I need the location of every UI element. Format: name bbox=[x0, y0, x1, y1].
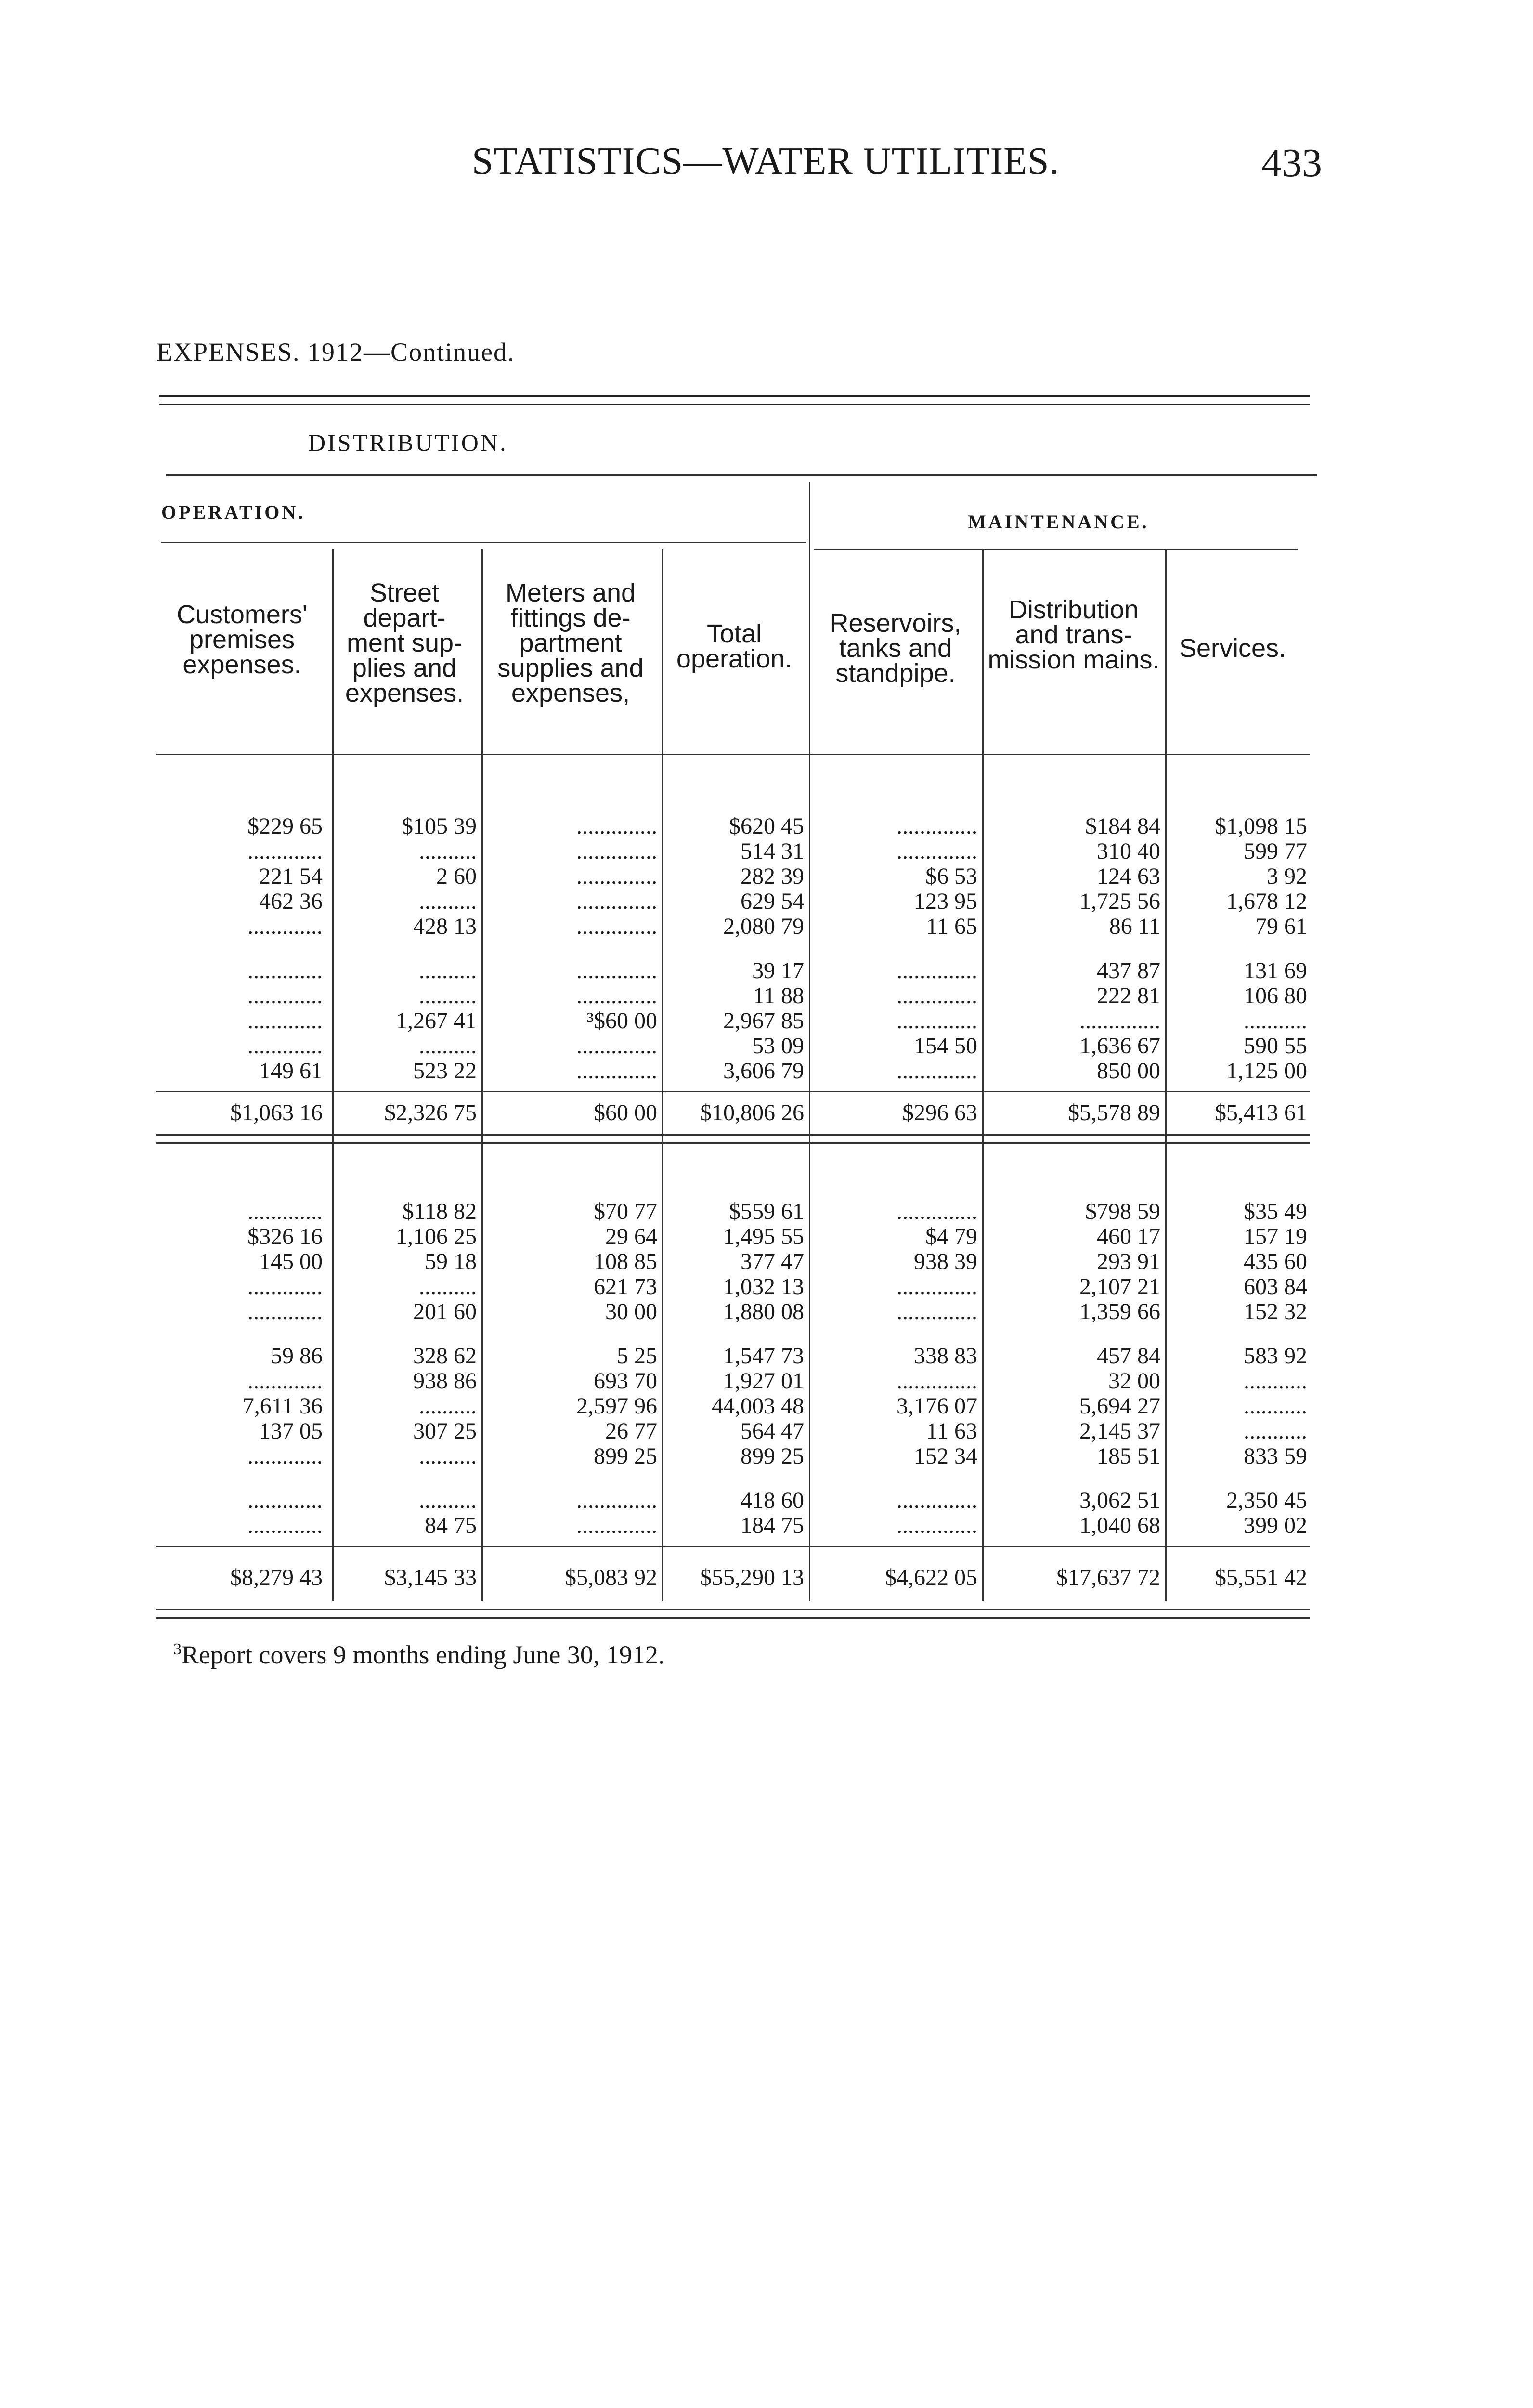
table-cell: 328 62 bbox=[413, 1343, 477, 1369]
total-cell: $5,083 92 bbox=[565, 1565, 657, 1590]
table-cell: .......... bbox=[419, 958, 477, 983]
table-cell: .............. bbox=[896, 958, 977, 983]
table-cell: ............. bbox=[247, 1513, 323, 1538]
table-cell: 152 32 bbox=[1244, 1299, 1307, 1324]
table-cell: 629 54 bbox=[741, 889, 804, 914]
table-cell: 5 25 bbox=[617, 1343, 657, 1369]
table-cell: ............. bbox=[247, 1368, 323, 1394]
col-sep-1 bbox=[332, 549, 334, 1601]
subtotal-rule-2 bbox=[156, 1546, 1310, 1547]
table-cell: 184 75 bbox=[741, 1513, 804, 1538]
table-cell: .............. bbox=[896, 1368, 977, 1394]
table-cell: .............. bbox=[896, 1274, 977, 1299]
table-cell: 152 34 bbox=[914, 1443, 977, 1469]
table-cell: 1,880 08 bbox=[723, 1299, 804, 1324]
block-rule-1b bbox=[156, 1142, 1310, 1144]
table-cell: .............. bbox=[576, 1033, 657, 1059]
table-cell: .............. bbox=[896, 1488, 977, 1513]
table-cell: $4 79 bbox=[925, 1224, 977, 1249]
table-cell: 11 63 bbox=[926, 1418, 977, 1444]
table-cell: .............. bbox=[576, 864, 657, 889]
col-services: Services. bbox=[1179, 634, 1286, 663]
table-cell: .............. bbox=[576, 889, 657, 914]
table-cell: 1,032 13 bbox=[723, 1274, 804, 1299]
table-cell: .......... bbox=[419, 983, 477, 1008]
table-cell: $559 61 bbox=[729, 1199, 804, 1224]
col-customers-premises: Customers' premises expenses. bbox=[176, 600, 308, 679]
table-cell: .............. bbox=[896, 1513, 977, 1538]
total-cell: $4,622 05 bbox=[885, 1565, 977, 1590]
table-cell: .............. bbox=[576, 914, 657, 939]
col-sep-6 bbox=[1165, 549, 1167, 1601]
table-cell: 44,003 48 bbox=[712, 1393, 804, 1419]
table-cell: 29 64 bbox=[605, 1224, 657, 1249]
table-cell: 1,927 01 bbox=[723, 1368, 804, 1394]
table-cell: 201 60 bbox=[413, 1299, 477, 1324]
table-cell: .......... bbox=[419, 1274, 477, 1299]
table-cell: 145 00 bbox=[259, 1249, 323, 1274]
double-rule-top-2 bbox=[159, 404, 1310, 405]
operation-rule bbox=[161, 542, 806, 543]
bottom-rule-a bbox=[156, 1609, 1310, 1610]
table-cell: $105 39 bbox=[402, 813, 477, 839]
footnote-mark: 3 bbox=[173, 1640, 182, 1658]
table-cell: ............. bbox=[247, 1443, 323, 1469]
table-cell: ........... bbox=[1244, 1008, 1307, 1034]
table-cell: 1,547 73 bbox=[723, 1343, 804, 1369]
col-meters-fittings: Meters and fittings de- partment supplies and expenses, bbox=[497, 578, 644, 707]
total-cell: $5,551 42 bbox=[1215, 1565, 1307, 1590]
table-cell: 833 59 bbox=[1244, 1443, 1307, 1469]
table-cell: .............. bbox=[576, 958, 657, 983]
table-cell: 2,350 45 bbox=[1226, 1488, 1307, 1513]
table-cell: 1,495 55 bbox=[723, 1224, 804, 1249]
table-cell: $620 45 bbox=[729, 813, 804, 839]
table-cell: 149 61 bbox=[259, 1058, 323, 1084]
footnote-text: Report covers 9 months ending June 30, 1912. bbox=[182, 1640, 665, 1669]
table-cell: 1,359 66 bbox=[1079, 1299, 1160, 1324]
table-cell: 282 39 bbox=[741, 864, 804, 889]
table-cell: 221 54 bbox=[259, 864, 323, 889]
total-cell: $296 63 bbox=[902, 1100, 977, 1125]
table-cell: .............. bbox=[896, 838, 977, 864]
table-cell: 377 47 bbox=[741, 1249, 804, 1274]
table-cell: .............. bbox=[896, 1199, 977, 1224]
table-cell: 79 61 bbox=[1255, 914, 1307, 939]
table-cell: .............. bbox=[1079, 1008, 1160, 1034]
table-cell: 899 25 bbox=[594, 1443, 657, 1469]
table-cell: 938 39 bbox=[914, 1249, 977, 1274]
table-cell: ............. bbox=[247, 983, 323, 1008]
table-cell: ............. bbox=[247, 1274, 323, 1299]
table-cell: ............. bbox=[247, 1199, 323, 1224]
table-cell: 7,611 36 bbox=[242, 1393, 323, 1419]
page-title: STATISTICS—WATER UTILITIES. bbox=[472, 140, 1060, 183]
table-cell: $184 84 bbox=[1085, 813, 1160, 839]
table-cell: $1,098 15 bbox=[1215, 813, 1307, 839]
bottom-rule-b bbox=[156, 1617, 1310, 1619]
table-cell: 1,636 67 bbox=[1079, 1033, 1160, 1059]
table-cell: .......... bbox=[419, 1488, 477, 1513]
table-cell: 131 69 bbox=[1244, 958, 1307, 983]
table-cell: 418 60 bbox=[741, 1488, 804, 1513]
table-cell: .............. bbox=[896, 983, 977, 1008]
table-cell: 5,694 27 bbox=[1079, 1393, 1160, 1419]
table-cell: 457 84 bbox=[1097, 1343, 1160, 1369]
col-sep-2 bbox=[481, 549, 483, 1601]
table-cell: 2 60 bbox=[436, 864, 477, 889]
table-cell: ........... bbox=[1244, 1368, 1307, 1394]
table-cell: 3,606 79 bbox=[723, 1058, 804, 1084]
table-cell: ........... bbox=[1244, 1418, 1307, 1444]
table-cell: 899 25 bbox=[741, 1443, 804, 1469]
table-cell: 621 73 bbox=[594, 1274, 657, 1299]
col-sep-5 bbox=[982, 549, 984, 1601]
table-cell: 599 77 bbox=[1244, 838, 1307, 864]
table-cell: 310 40 bbox=[1097, 838, 1160, 864]
table-cell: 59 18 bbox=[425, 1249, 477, 1274]
table-cell: 2,080 79 bbox=[723, 914, 804, 939]
table-cell: .......... bbox=[419, 889, 477, 914]
table-cell: 1,725 56 bbox=[1079, 889, 1160, 914]
table-cell: 3 92 bbox=[1267, 864, 1307, 889]
table-cell: ............. bbox=[247, 1488, 323, 1513]
maintenance-rule bbox=[814, 549, 1298, 550]
table-cell: $798 59 bbox=[1085, 1199, 1160, 1224]
table-cell: .............. bbox=[576, 1513, 657, 1538]
table-cell: ........... bbox=[1244, 1393, 1307, 1419]
group-operation: OPERATION. bbox=[161, 501, 306, 523]
table-cell: .............. bbox=[576, 1488, 657, 1513]
col-total-operation: Total operation. bbox=[676, 619, 792, 673]
table-cell: 435 60 bbox=[1244, 1249, 1307, 1274]
header-rule bbox=[156, 754, 1310, 755]
table-cell: $118 82 bbox=[402, 1199, 477, 1224]
table-cell: 106 80 bbox=[1244, 983, 1307, 1008]
table-cell: 59 86 bbox=[271, 1343, 323, 1369]
table-cell: 514 31 bbox=[741, 838, 804, 864]
table-cell: 293 91 bbox=[1097, 1249, 1160, 1274]
table-cell: 938 86 bbox=[413, 1368, 477, 1394]
total-cell: $8,279 43 bbox=[230, 1565, 323, 1590]
table-cell: 603 84 bbox=[1244, 1274, 1307, 1299]
section-rule bbox=[166, 474, 1317, 476]
table-cell: 2,597 96 bbox=[576, 1393, 657, 1419]
total-cell: $2,326 75 bbox=[384, 1100, 477, 1125]
table-cell: 1,040 68 bbox=[1079, 1513, 1160, 1538]
table-cell: 428 13 bbox=[413, 914, 477, 939]
footnote bbox=[173, 1640, 664, 1670]
table-cell: 2,107 21 bbox=[1079, 1274, 1160, 1299]
table-cell: 185 51 bbox=[1097, 1443, 1160, 1469]
table-cell: .............. bbox=[896, 1299, 977, 1324]
table-cell: .............. bbox=[576, 838, 657, 864]
table-cell: .............. bbox=[896, 813, 977, 839]
table-cell: $70 77 bbox=[594, 1199, 657, 1224]
table-cell: 11 65 bbox=[926, 914, 977, 939]
table-cell: .............. bbox=[896, 1058, 977, 1084]
table-cell: 30 00 bbox=[605, 1299, 657, 1324]
total-cell: $17,637 72 bbox=[1056, 1565, 1160, 1590]
table-cell: 2,145 37 bbox=[1079, 1418, 1160, 1444]
block-rule-1a bbox=[156, 1134, 1310, 1136]
col-sep-4 bbox=[809, 482, 810, 1601]
table-cell: .............. bbox=[576, 983, 657, 1008]
table-cell: 1,125 00 bbox=[1226, 1058, 1307, 1084]
table-cell: ............. bbox=[247, 1008, 323, 1034]
group-maintenance: MAINTENANCE. bbox=[968, 511, 1149, 533]
total-cell: $55,290 13 bbox=[700, 1565, 804, 1590]
table-cell: 3,176 07 bbox=[896, 1393, 977, 1419]
table-cell: 53 09 bbox=[752, 1033, 804, 1059]
table-cell: 154 50 bbox=[914, 1033, 977, 1059]
total-cell: $10,806 26 bbox=[700, 1100, 804, 1125]
table-cell: 222 81 bbox=[1097, 983, 1160, 1008]
table-cell: .......... bbox=[419, 1033, 477, 1059]
table-cell: ............. bbox=[247, 1033, 323, 1059]
table-cell: 124 63 bbox=[1097, 864, 1160, 889]
table-cell: $229 65 bbox=[247, 813, 323, 839]
total-cell: $3,145 33 bbox=[384, 1565, 477, 1590]
table-cell: 32 00 bbox=[1108, 1368, 1160, 1394]
subtotal-rule-1 bbox=[156, 1091, 1310, 1092]
table-cell: .......... bbox=[419, 1393, 477, 1419]
page-number: 433 bbox=[1261, 141, 1322, 185]
table-cell: 2,967 85 bbox=[723, 1008, 804, 1034]
table-cell: ³$60 00 bbox=[586, 1008, 657, 1034]
total-cell: $5,578 89 bbox=[1068, 1100, 1160, 1125]
table-cell: 108 85 bbox=[594, 1249, 657, 1274]
col-reservoirs: Reservoirs, tanks and standpipe. bbox=[830, 609, 961, 688]
table-cell: 523 22 bbox=[413, 1058, 477, 1084]
table-cell: 1,267 41 bbox=[396, 1008, 477, 1034]
table-cell: .......... bbox=[419, 838, 477, 864]
table-cell: 583 92 bbox=[1244, 1343, 1307, 1369]
table-cell: 437 87 bbox=[1097, 958, 1160, 983]
table-cell: 123 95 bbox=[914, 889, 977, 914]
total-cell: $60 00 bbox=[594, 1100, 657, 1125]
table-cell: 399 02 bbox=[1244, 1513, 1307, 1538]
table-cell: .............. bbox=[576, 813, 657, 839]
table-cell: 86 11 bbox=[1109, 914, 1160, 939]
col-sep-3 bbox=[662, 549, 663, 1601]
table-cell: 137 05 bbox=[259, 1418, 323, 1444]
table-caption: EXPENSES. 1912—Continued. bbox=[156, 338, 515, 366]
table-cell: ............. bbox=[247, 1299, 323, 1324]
table-cell: 462 36 bbox=[259, 889, 323, 914]
table-cell: 11 88 bbox=[753, 983, 804, 1008]
col-street-department: Street depart- ment sup- plies and expenses. bbox=[345, 578, 464, 707]
table-cell: ............. bbox=[247, 958, 323, 983]
table-cell: 564 47 bbox=[741, 1418, 804, 1444]
table-cell: 693 70 bbox=[594, 1368, 657, 1394]
total-cell: $5,413 61 bbox=[1215, 1100, 1307, 1125]
table-cell: 1,106 25 bbox=[396, 1224, 477, 1249]
table-cell: 590 55 bbox=[1244, 1033, 1307, 1059]
table-cell: ............. bbox=[247, 914, 323, 939]
table-cell: 850 00 bbox=[1097, 1058, 1160, 1084]
table-cell: 3,062 51 bbox=[1079, 1488, 1160, 1513]
table-cell: .............. bbox=[576, 1058, 657, 1084]
col-distribution-mains: Distribution and trans- mission mains. bbox=[987, 595, 1160, 674]
table-cell: 307 25 bbox=[413, 1418, 477, 1444]
table-cell: $35 49 bbox=[1244, 1199, 1307, 1224]
table-cell: 338 83 bbox=[914, 1343, 977, 1369]
table-cell: $326 16 bbox=[247, 1224, 323, 1249]
table-cell: 26 77 bbox=[605, 1418, 657, 1444]
double-rule-top-1 bbox=[159, 395, 1310, 397]
table-cell: 39 17 bbox=[752, 958, 804, 983]
table-cell: 84 75 bbox=[425, 1513, 477, 1538]
total-cell: $1,063 16 bbox=[230, 1100, 323, 1125]
table-cell: 460 17 bbox=[1097, 1224, 1160, 1249]
table-cell: ............. bbox=[247, 838, 323, 864]
table-cell: $6 53 bbox=[925, 864, 977, 889]
table-cell: .......... bbox=[419, 1443, 477, 1469]
section-title: DISTRIBUTION. bbox=[308, 429, 508, 456]
table-cell: 157 19 bbox=[1244, 1224, 1307, 1249]
table-cell: .............. bbox=[896, 1008, 977, 1034]
table-cell: 1,678 12 bbox=[1226, 889, 1307, 914]
running-head bbox=[0, 135, 1533, 193]
